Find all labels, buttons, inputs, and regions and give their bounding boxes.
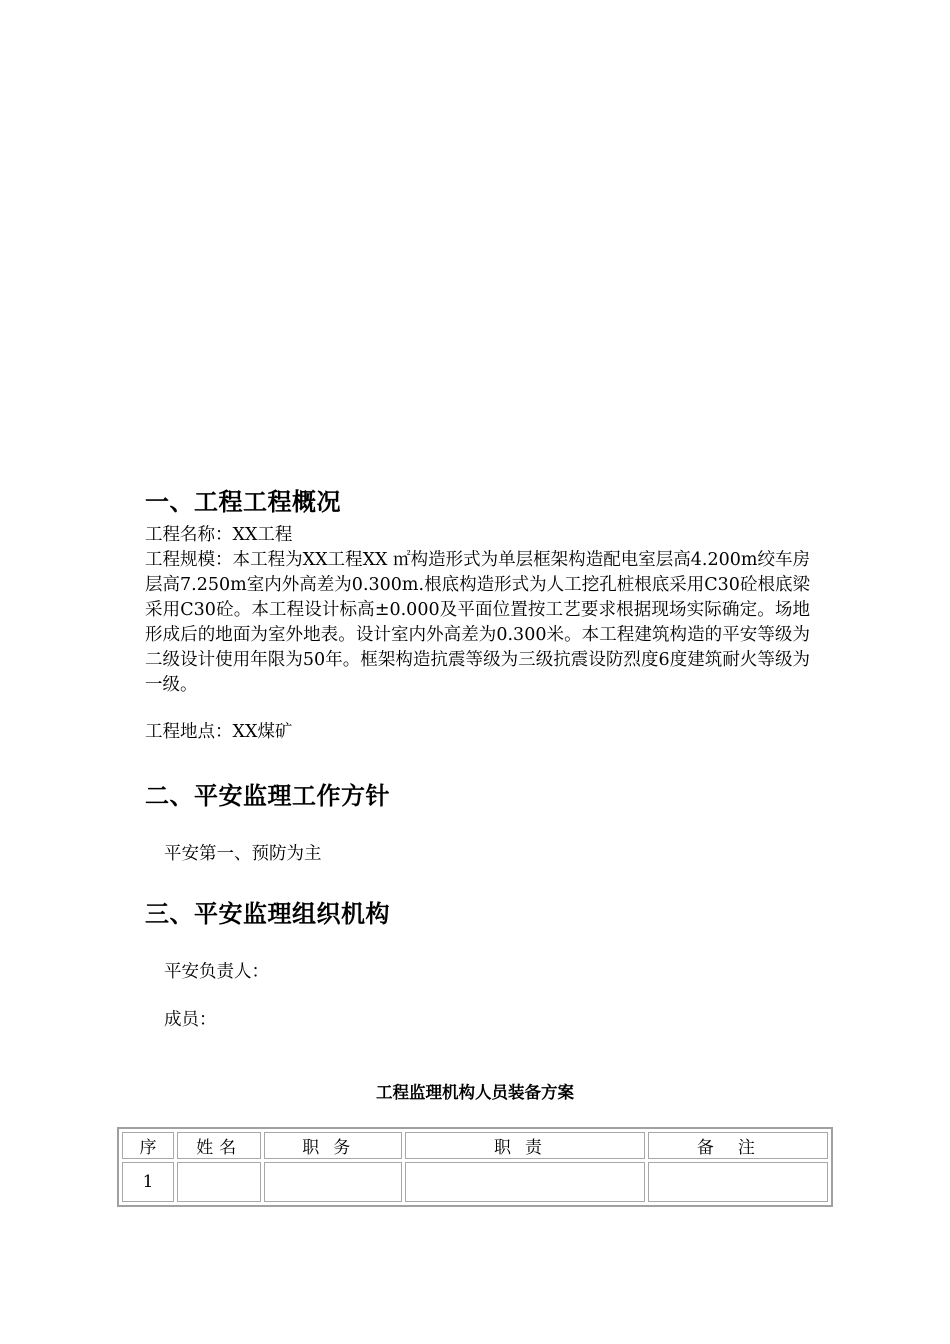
header-cell-duty: 职责 bbox=[405, 1132, 644, 1159]
table-cell: 1 bbox=[122, 1162, 174, 1202]
project-location-line: 工程地点：XX煤矿 bbox=[145, 722, 293, 742]
table-cell bbox=[264, 1162, 402, 1202]
project-name-line: 工程名称：XX工程 bbox=[145, 525, 293, 545]
section-heading-organization: 三、平安监理组织机构 bbox=[145, 900, 390, 928]
staff-table bbox=[117, 1127, 833, 1207]
table-cell bbox=[648, 1162, 828, 1202]
members-label: 成员： bbox=[164, 1010, 217, 1030]
table-row bbox=[122, 1162, 828, 1202]
header-cell-name: 姓名 bbox=[177, 1132, 261, 1159]
table-title: 工程监理机构人员装备方案 bbox=[376, 1083, 574, 1102]
table-cell bbox=[177, 1162, 261, 1202]
policy-text: 平安第一、预防为主 bbox=[164, 844, 322, 864]
header-cell-remark: 备注 bbox=[648, 1132, 828, 1159]
project-scale-paragraph: 工程规模：本工程为XX工程XX ㎡构造形式为单层框架构造配电室层高4.200m绞车房层高7.250m室内外高差为0.300m.根底构造形式为人工挖孔桩根底采用C30砼根底梁采用C30砼。本工程设计标高±0.000及平面位置按工艺要求根据现场实际确定。场地形成后的地面为室外地表。设计室内外高差为0.300米。本工程建筑构造的平安等级为二级设计使用年限为50年。框架构造抗震等级为三级抗震设防烈度6度建筑耐火等级为一级。 bbox=[145, 550, 810, 695]
header-cell-index: 序 bbox=[122, 1132, 174, 1159]
table-header-row bbox=[122, 1132, 828, 1159]
safety-leader-label: 平安负责人： bbox=[164, 962, 269, 982]
section-heading-overview: 一、工程工程概况 bbox=[145, 488, 341, 516]
table-cell bbox=[405, 1162, 644, 1202]
section-heading-policy: 二、平安监理工作方针 bbox=[145, 782, 390, 810]
header-cell-position: 职务 bbox=[264, 1132, 402, 1159]
